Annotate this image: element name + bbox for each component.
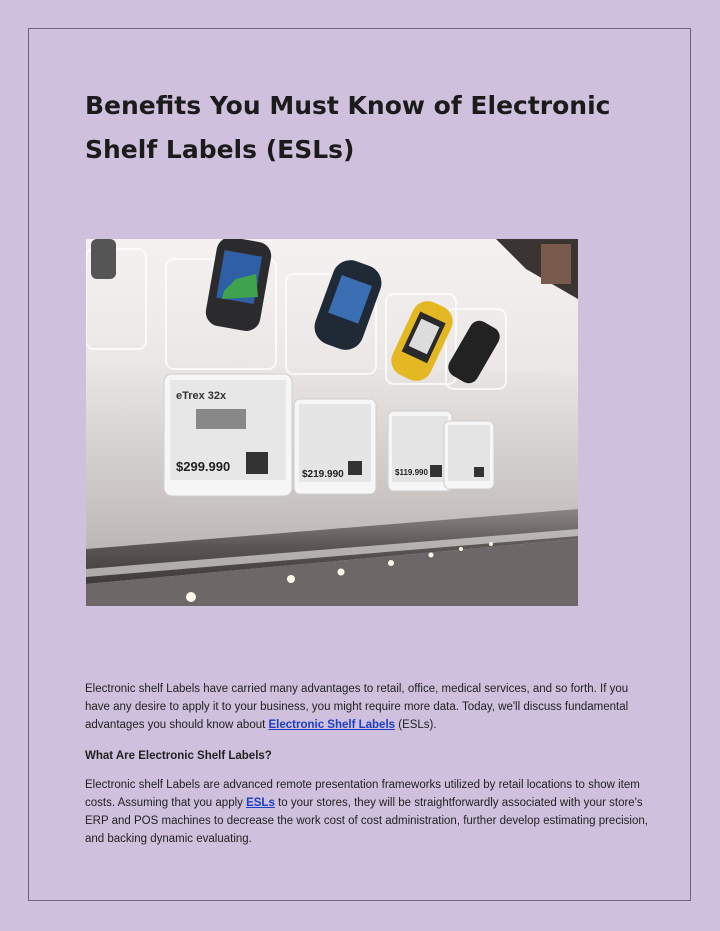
section-text-start: Electronic shelf Labels are advanced remote presentation frameworks utilized by retail locations to show item costs. Assuming that you apply	[85, 779, 640, 809]
esls-link[interactable]: ESLs	[246, 797, 275, 809]
svg-text:$219.990: $219.990	[302, 469, 344, 480]
section-paragraph	[85, 776, 655, 848]
section-text-end: to your stores, they will be straightforwardly associated with your store's ERP and POS machines to decrease the work cost of cost administration, further develop estimating precision, and backing dynamic evaluating.	[85, 797, 648, 845]
intro-text-end: (ESLs).	[395, 719, 437, 731]
section-heading: What Are Electronic Shelf Labels?	[85, 750, 272, 762]
article-title: Benefits You Must Know of Electronic Shelf Labels (ESLs)	[85, 91, 611, 164]
svg-text:eTrex 32x: eTrex 32x	[176, 390, 227, 402]
intro-paragraph	[85, 680, 655, 734]
electronic-shelf-labels-link[interactable]: Electronic Shelf Labels	[268, 719, 396, 731]
svg-text:$299.990: $299.990	[176, 459, 231, 474]
svg-text:$119.990: $119.990	[395, 468, 428, 477]
intro-text-start: Electronic shelf Labels have carried many advantages to retail, office, medical services, and so forth. If you have any desire to apply it to your business, you might require more data. Today, we'll discuss fundamental advantages you should know about	[85, 683, 629, 731]
esl-shelf-photo	[86, 239, 578, 606]
